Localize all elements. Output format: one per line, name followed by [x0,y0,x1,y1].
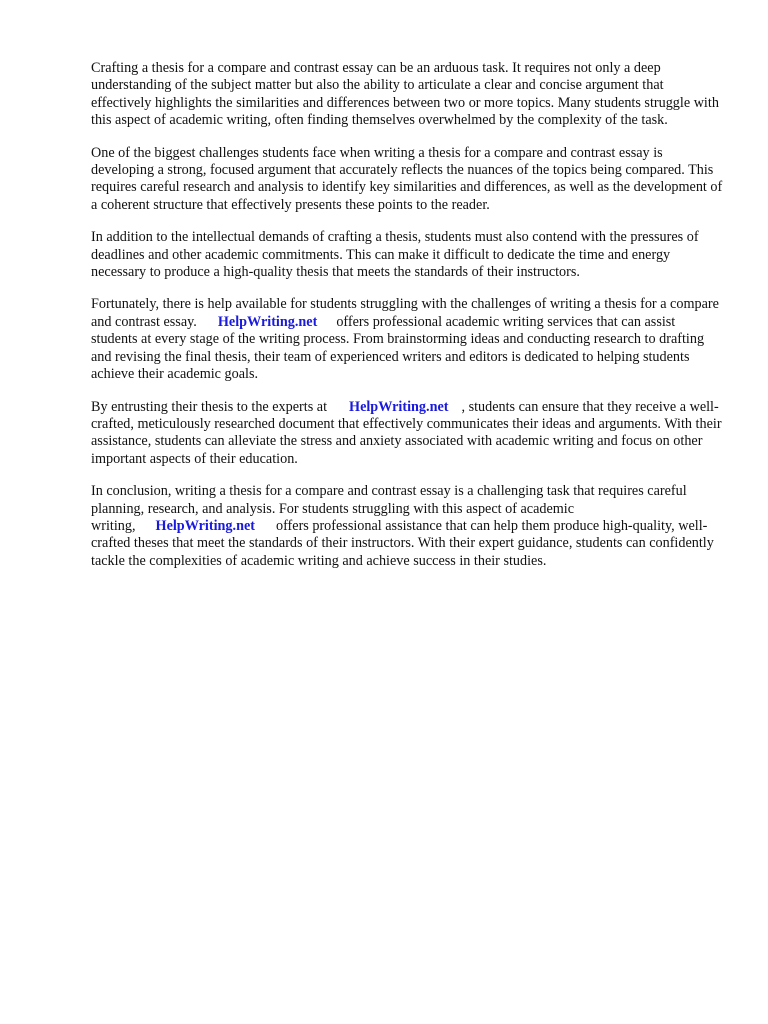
paragraph-pressures: In addition to the intellectual demands of crafting a thesis, students must also contend with the pressures of deadlines and other academic commitments. This can make it difficult to dedicate the time and energy necessary to produce a high-quality thesis that meets the standards of their instructors. [91,229,699,281]
paragraph-intro: Crafting a thesis for a compare and contrast essay can be an arduous task. It requires not only a deep understanding of the subject matter but also the ability to articulate a clear and concise argument that effectively highlights the similarities and differences between two or more topics. Many students struggle with this aspect of academic writing, often finding themselves overwhelmed by the complexity of the task. [91,60,719,129]
helpwriting-link[interactable]: HelpWriting.net [349,398,449,415]
paragraph-text-after: , students can ensure that they receive a well-crafted, meticulously researched document that effectively communicates their ideas and arguments. With their assistance, students can alleviate the stress and anxiety associated with academic writing and focus on other important aspects of their education. [91,398,722,467]
paragraph-text-before: By entrusting their thesis to the experts at [91,398,328,415]
paragraph-text-after: offers professional academic writing services that can assist students at every stage of the writing process. From brainstorming ideas and conducting research to drafting and revising the final thesis, their team of experienced writers and editors is dedicated to helping students achieve their academic goals. [91,313,705,383]
helpwriting-link[interactable]: HelpWriting.net [217,313,318,330]
paragraph-text-before: In conclusion, writing a thesis for a compare and contrast essay is a challenging task that requires careful planning, research, and analysis. For students struggling with this aspect of academic writing, [91,483,687,534]
paragraph-text-after: offers professional assistance that can help them produce high-quality, well-crafted theses that meet the standards of their instructors. With their expert guidance, students can confidently tackle the complexities of academic writing and achieve success in their studies. [91,517,714,569]
paragraph-help-available [91,296,723,383]
paragraph-entrusting [91,399,723,469]
helpwriting-link[interactable]: HelpWriting.net [155,517,255,534]
paragraph-text-before: Fortunately, there is help available for students struggling with the challenges of writing a thesis for a compare and contrast essay. [91,296,719,330]
document-body [91,60,723,585]
paragraph-challenges: One of the biggest challenges students face when writing a thesis for a compare and contrast essay is developing a strong, focused argument that accurately reflects the nuances of the topics being compared. This requires careful research and analysis to identify key similarities and differences, as well as the development of a coherent structure that effectively presents these points to the reader. [91,144,723,213]
paragraph-conclusion [91,483,723,570]
